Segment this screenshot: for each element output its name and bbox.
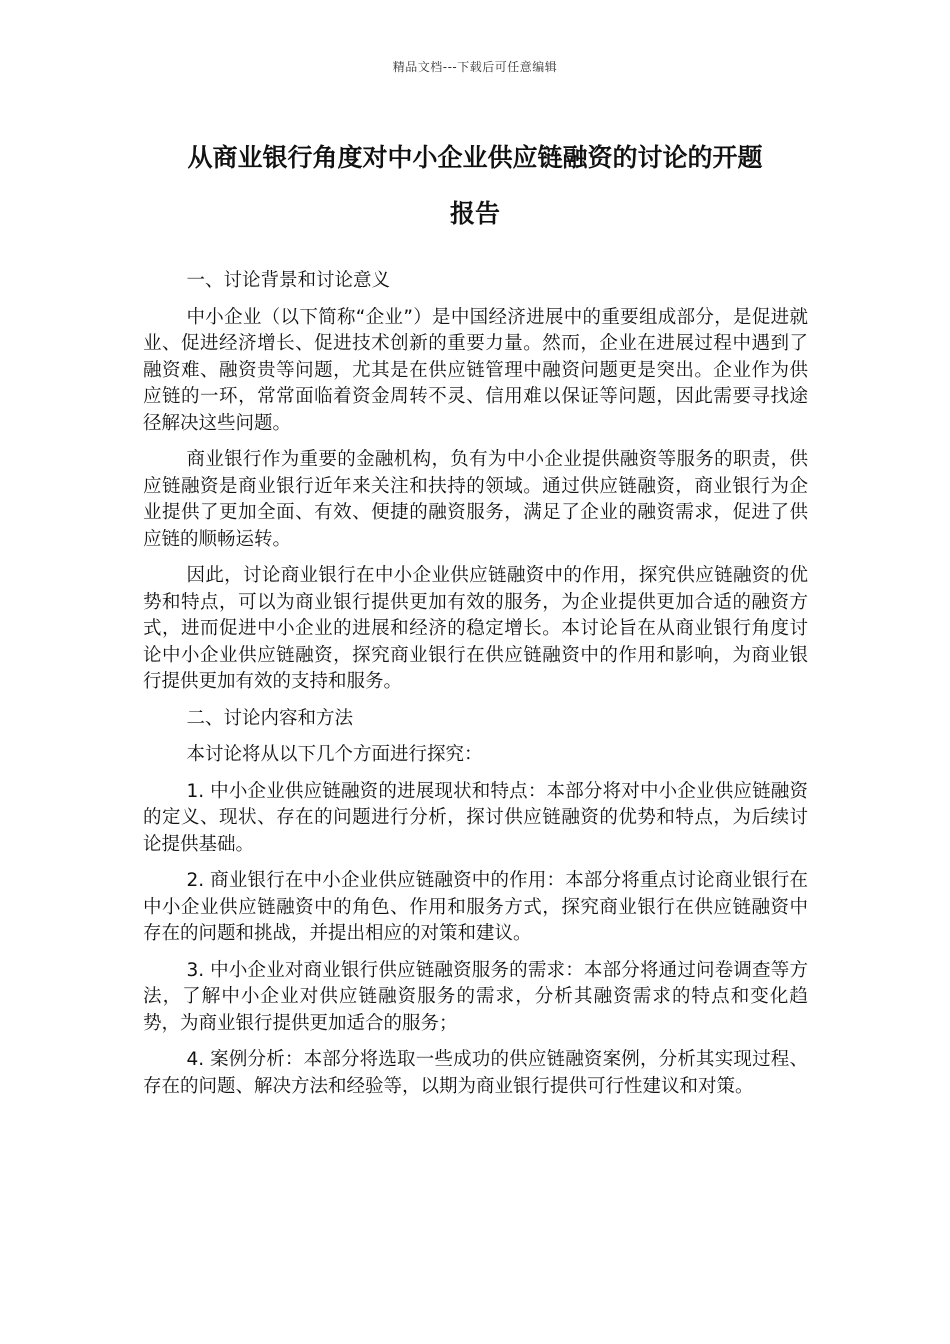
document-body bbox=[143, 268, 808, 1110]
title-line-1: 从商业银行角度对中小企业供应链融资的讨论的开题 bbox=[187, 143, 763, 172]
document-title bbox=[120, 130, 830, 242]
paragraph: 因此，讨论商业银行在中小企业供应链融资中的作用，探究供应链融资的优势和特点，可以为商业银行提供更加有效的服务，为企业提供更加合适的融资方式，进而促进中小企业的进展和经济的稳定增长。本讨论旨在从商业银行角度讨论中小企业供应链融资，探究商业银行在供应链融资中的作用和影响，为商业银行提供更加有效的支持和服务。 bbox=[143, 565, 808, 692]
section-heading-background: 一、讨论背景和讨论意义 bbox=[186, 270, 390, 291]
section-heading-content-methods: 二、讨论内容和方法 bbox=[186, 707, 353, 729]
list-item: 4. 案例分析：本部分将选取一些成功的供应链融资案例，分析其实现过程、存在的问题、解决方法和经验等，以期为商业银行提供可行性建议和对策。 bbox=[143, 1049, 808, 1097]
list-item: 3. 中小企业对商业银行供应链融资服务的需求：本部分将通过问卷调查等方法，了解中小企业对供应链融资服务的需求，分析其融资需求的特点和变化趋势，为商业银行提供更加适合的服务； bbox=[143, 959, 808, 1034]
title-line-2: 报告 bbox=[449, 199, 500, 228]
list-item: 1. 中小企业供应链融资的进展现状和特点：本部分将对中小企业供应链融资的定义、现状、存在的问题进行分析，探讨供应链融资的优势和特点，为后续讨论提供基础。 bbox=[143, 780, 808, 855]
list-item: 2. 商业银行在中小企业供应链融资中的作用：本部分将重点讨论商业银行在中小企业供应链融资中的角色、作用和服务方式，探究商业银行在供应链融资中存在的问题和挑战，并提出相应的对策和建议。 bbox=[143, 870, 808, 944]
paragraph: 中小企业（以下简称“企业”）是中国经济进展中的重要组成部分，是促进就业、促进经济增长、促进技术创新的重要力量。然而，企业在进展过程中遇到了融资难、融资贵等问题，尤其是在供应链管理中融资问题更是突出。企业作为供应链的一环，常常面临着资金周转不灵、信用难以保证等问题，因此需要寻找途径解决这些问题。 bbox=[143, 306, 808, 434]
section-intro: 本讨论将从以下几个方面进行探究： bbox=[186, 744, 483, 765]
header-note: 精品文档---下载后可任意编辑 bbox=[392, 60, 558, 74]
paragraph: 商业银行作为重要的金融机构，负有为中小企业提供融资等服务的职责，供应链融资是商业银行近年来关注和扶持的领域。通过供应链融资，商业银行为企业提供了更加全面、有效、便捷的融资服务，满足了企业的融资需求，促进了供应链的顺畅运转。 bbox=[143, 449, 808, 550]
